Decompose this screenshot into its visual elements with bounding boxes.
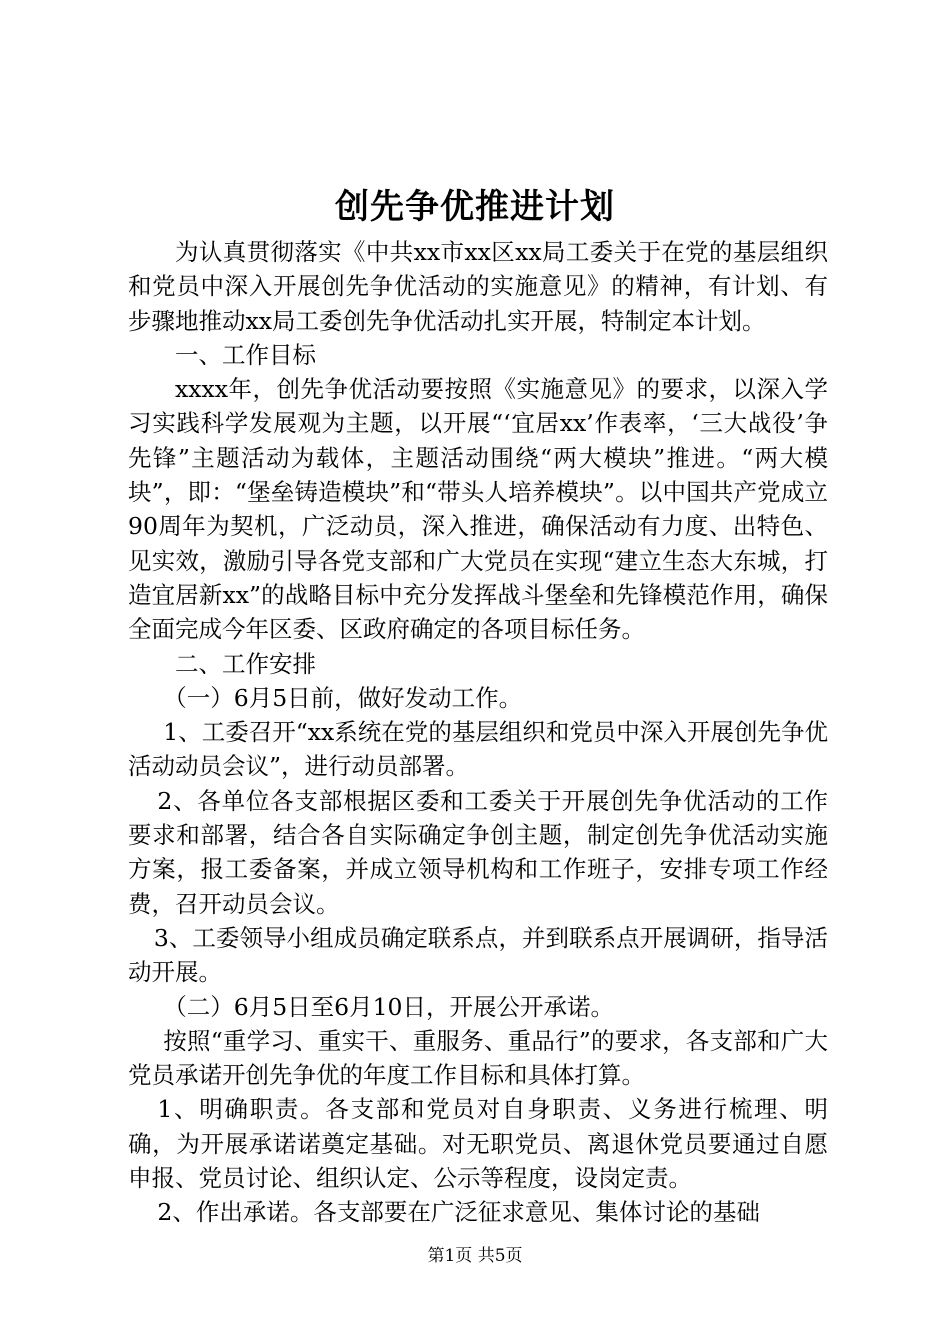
intro-paragraph: 为认真贯彻落实《中共xx市xx区xx局工委关于在党的基层组织和党员中深入开展创先争优活动的实施意见》的精神，有计划、有步骤地推动xx局工委创先争优活动扎实开展，特制定本计划。 (128, 238, 828, 335)
document-body (128, 235, 828, 1230)
section-heading-arrangement: 二、工作安排 (175, 649, 316, 678)
item-paragraph: 2、各单位各支部根据区委和工委关于开展创先争优活动的工作要求和部署，结合各自实际确定争创主题，制定创先争优活动实施方案，报工委备案，并成立领导机构和工作班子，安排专项工作经费，召开动员会议。 (128, 786, 828, 918)
item-paragraph: 1、明确职责。各支部和党员对自身职责、义务进行梳理、明确，为开展承诺诺奠定基础。对无职党员、离退休党员要通过自愿申报、党员讨论、组织认定、公示等程度，设岗定责。 (128, 1095, 828, 1193)
item-paragraph: 2、作出承诺。各支部要在广泛征求意见、集体讨论的基础 (157, 1198, 760, 1227)
goals-paragraph: xxxx年，创先争优活动要按照《实施意见》的要求，以深入学习实践科学发展观为主题，以开展“‘宜居xx’作表率，‘三大战役’争先锋”主题活动为载体，主题活动围绕“两大模块”推进。“两大模块”，即：“堡垒铸造模块”和“带头人培养模块”。以中国共产党成立90周年为契机，广泛动员，深入推进，确保活动有力度、出特色、见实效，激励引导各党支部和广大党员在实现“建立生态大东城，打造宜居新xx”的战略目标中充分发挥战斗堡垒和先锋模范作用，确保全面完成今年区委、区政府确定的各项目标任务。 (128, 375, 828, 644)
subsection-heading-2: （二）6月5日至6月10日，开展公开承诺。 (163, 992, 615, 1021)
item-paragraph: 按照“重学习、重实干、重服务、重品行”的要求，各支部和广大党员承诺开创先争优的年度工作目标和具体打算。 (128, 1026, 828, 1090)
subsection-heading-1: （一）6月5日前，做好发动工作。 (163, 683, 523, 712)
item-paragraph: 3、工委领导小组成员确定联系点，并到联系点开展调研，指导活动开展。 (128, 923, 828, 987)
section-heading-goals: 一、工作目标 (175, 340, 316, 369)
page-footer: 第1页 共5页 (427, 1246, 523, 1266)
document-title: 创先争优推进计划 (335, 187, 615, 227)
item-paragraph: 1、工委召开“xx系统在党的基层组织和党员中深入开展创先争优活动动员会议”，进行动员部署。 (128, 718, 828, 781)
